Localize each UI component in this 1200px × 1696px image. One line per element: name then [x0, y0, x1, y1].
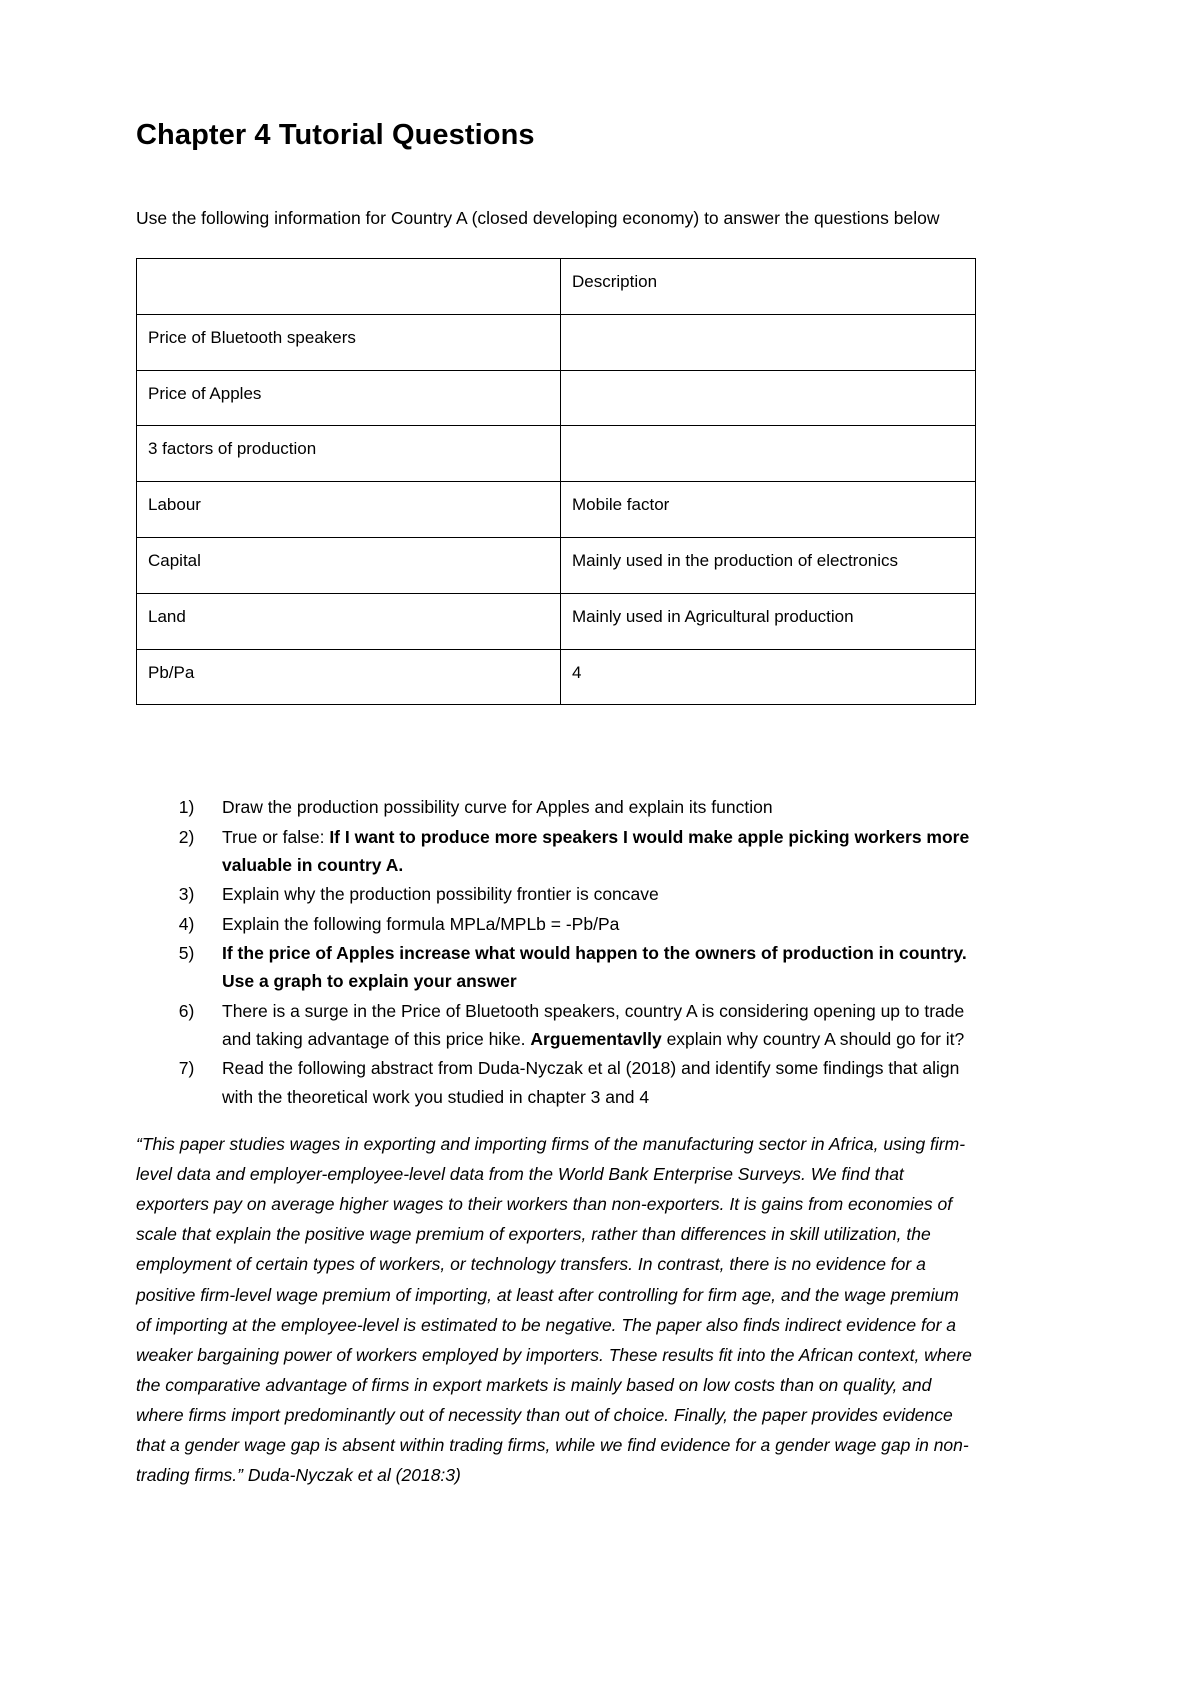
- table-body: [137, 258, 976, 704]
- table-cell-description: Description: [561, 258, 976, 314]
- table-row: [137, 426, 976, 482]
- question-text: There is a surge in the Price of Bluetooth speakers, country A is considering opening up to trade and taking advantage of this price hike.: [222, 1000, 965, 1050]
- question-text-bold: If the price of Apples increase what would happen to the owners of production in country. Use a graph to explain your answer: [222, 943, 967, 992]
- table-row: [137, 314, 976, 370]
- abstract-quote: “This paper studies wages in exporting and importing firms of the manufacturing sector in Africa, using firm-level data and employer-employee-level data from the World Bank Enterprise Surveys. We find that exporters pay on average higher wages to their workers than non-exporters. It is gains from economies of scale that explain the positive wage premium of exporters, rather than differences in skill utilization, the employment of certain types of workers, or technology transfers. In contrast, there is no evidence for a positive firm-level wage premium of importing, at least after controlling for firm age, and the wage premium of importing at the employee-level is estimated to be negative. The paper also finds indirect evidence for a weaker bargaining power of workers employed by importers. These results fit into the African context, where the comparative advantage of firms in export markets is mainly based on low costs than on quality, and where firms import predominantly out of necessity than out of choice. Finally, the paper provides evidence that a gender wage gap is absent within trading firms, while we find evidence for a gender wage gap in non-trading firms.” Duda-Nyczak et al (2018:3): [136, 1134, 972, 1486]
- table-cell-description: Mainly used in the production of electronics: [561, 537, 976, 593]
- question-text-bold: Arguementavlly: [530, 1029, 662, 1050]
- questions-list: [136, 793, 978, 1111]
- table-row: [137, 258, 976, 314]
- table-cell-description: 4: [561, 649, 976, 705]
- table-cell-label: Capital: [137, 537, 561, 593]
- country-a-info-table: [136, 258, 976, 705]
- table-cell-label: 3 factors of production: [137, 426, 561, 482]
- table-cell-label: Price of Bluetooth speakers: [137, 314, 561, 370]
- table-cell-label: Labour: [137, 482, 561, 538]
- table-row: [137, 370, 976, 426]
- question-item: [204, 910, 978, 938]
- question-text: Read the following abstract from Duda-Nyczak et al (2018) and identify some findings that align with the theoretical work you studied in chapter 3 and 4: [222, 1058, 960, 1107]
- question-text: Explain why the production possibility frontier is concave: [222, 884, 659, 905]
- question-text: Draw the production possibility curve for Apples and explain its function: [222, 797, 773, 818]
- question-text-bold: If I want to produce more speakers I would make apple picking workers more valuable in country A.: [222, 826, 970, 875]
- table-row: [137, 482, 976, 538]
- table-cell-description: Mainly used in Agricultural production: [561, 593, 976, 649]
- table-cell-label: Price of Apples: [137, 370, 561, 426]
- table-cell-label: Pb/Pa: [137, 649, 561, 705]
- question-text: explain why country A should go for it?: [661, 1029, 965, 1050]
- question-item: [204, 823, 978, 880]
- table-cell-description: [561, 314, 976, 370]
- table-questions-spacer: [136, 705, 978, 793]
- table-cell-description: [561, 426, 976, 482]
- question-text: Explain the following formula MPLa/MPLb = -Pb/Pa: [222, 913, 620, 934]
- table-cell-description: [561, 370, 976, 426]
- question-text: True or false:: [222, 826, 330, 847]
- table-row: [137, 593, 976, 649]
- question-item: [204, 1054, 978, 1111]
- table-cell-label: [137, 258, 561, 314]
- question-item: [204, 939, 978, 996]
- table-cell-description: Mobile factor: [561, 482, 976, 538]
- table-row: [137, 537, 976, 593]
- table-cell-label: Land: [137, 593, 561, 649]
- page-title: Chapter 4 Tutorial Questions: [136, 119, 535, 151]
- table-row: [137, 649, 976, 705]
- question-item: [204, 880, 978, 908]
- question-item: [204, 793, 978, 821]
- intro-paragraph: Use the following information for Country A (closed developing economy) to answer the questions below: [136, 207, 940, 228]
- question-item: [204, 997, 978, 1054]
